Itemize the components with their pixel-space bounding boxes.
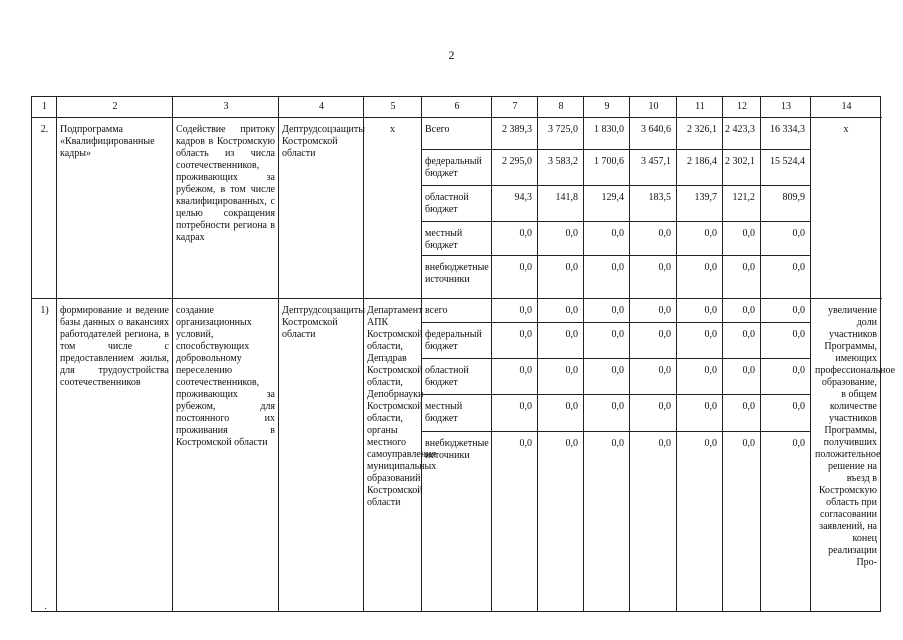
funding-value: 2 326,1 [687, 124, 717, 135]
funding-value: 0,0 [792, 329, 805, 340]
funding-value: 0,0 [565, 262, 578, 273]
funding-source: областной бюджет [425, 192, 469, 215]
funding-source: Всего [425, 124, 450, 135]
column-divider [56, 97, 57, 611]
funding-source: федеральный бюджет [425, 156, 482, 179]
expected-result: увеличение доли участников Программы, имеющих профессиональное образование, в общем количестве участников Программы, получивших положительное решение на въезд в Костромскую область при согласовании заявлений, на конец реализации Про- [815, 305, 896, 568]
funding-value: 0,0 [611, 305, 624, 316]
row-divider [422, 149, 811, 150]
funding-value: 0,0 [519, 305, 532, 316]
funding-value: 0,0 [565, 329, 578, 340]
funding-value: 0,0 [792, 365, 805, 376]
funding-value: 2 295,0 [502, 156, 532, 167]
column-header-9: 9 [604, 101, 610, 112]
column-header-7: 7 [512, 101, 518, 112]
funding-value: 0,0 [658, 365, 671, 376]
funding-value: 0,0 [704, 401, 717, 412]
funding-value: 139,7 [694, 192, 717, 203]
row-number: 2. [40, 124, 49, 135]
funding-source: внебюджетные источники [425, 438, 489, 461]
funding-value: 0,0 [742, 262, 755, 273]
column-divider [722, 97, 723, 611]
funding-value: 0,0 [704, 438, 717, 449]
funding-value: 0,0 [565, 228, 578, 239]
funding-value: 0,0 [742, 438, 755, 449]
subprogram-name: формирование и ведение базы данных о вакансиях работодателей региона, в том числе с предоставлением жилья, для трудоустройства соотечественников [60, 305, 169, 388]
row-divider [422, 221, 811, 222]
funding-value: 3 583,2 [548, 156, 578, 167]
funding-value: 1 700,6 [594, 156, 624, 167]
column-divider [583, 97, 584, 611]
row-divider [422, 358, 811, 359]
header-divider [32, 117, 882, 118]
funding-value: 0,0 [742, 401, 755, 412]
funding-value: 141,8 [555, 192, 578, 203]
funding-value: 0,0 [792, 401, 805, 412]
funding-value: 0,0 [565, 305, 578, 316]
column-header-8: 8 [558, 101, 564, 112]
column-divider [676, 97, 677, 611]
column-header-12: 12 [737, 101, 747, 112]
funding-value: 0,0 [565, 401, 578, 412]
funding-source: местный бюджет [425, 401, 463, 424]
funding-value: 3 457,1 [641, 156, 671, 167]
funding-value: 16 334,3 [770, 124, 805, 135]
funding-value: 0,0 [742, 365, 755, 376]
funding-value: 0,0 [611, 262, 624, 273]
funding-value: 0,0 [611, 228, 624, 239]
funding-source: областной бюджет [425, 365, 469, 388]
row-divider [422, 431, 811, 432]
column-divider [278, 97, 279, 611]
section-divider [32, 298, 882, 299]
column-divider [537, 97, 538, 611]
executor: Дептрудсоцзащиты Костромской области [282, 124, 365, 159]
funding-value: 0,0 [704, 365, 717, 376]
row-divider [422, 185, 811, 186]
column-header-10: 10 [648, 101, 659, 112]
funding-value: 0,0 [704, 262, 717, 273]
funding-value: 0,0 [565, 365, 578, 376]
column-divider [810, 97, 811, 611]
measure-description: Содействие притоку кадров в Костромскую область из числа соотечественников, проживающих за рубежом, в том числе квалифицированных, с целью сокращения потребности региона в кадрах [176, 124, 275, 243]
funding-value: 0,0 [519, 365, 532, 376]
funding-value: 0,0 [742, 228, 755, 239]
row-divider [422, 255, 811, 256]
funding-value: 2 302,1 [725, 156, 755, 167]
column-header-11: 11 [695, 101, 705, 112]
funding-value: 809,9 [782, 192, 805, 203]
column-header-6: 6 [454, 101, 460, 112]
funding-value: 94,3 [514, 192, 532, 203]
column-divider [760, 97, 761, 611]
column-header-14: 14 [841, 101, 852, 112]
funding-value: 0,0 [658, 228, 671, 239]
funding-value: 0,0 [658, 438, 671, 449]
funding-value: 0,0 [742, 305, 755, 316]
funding-value: 1 830,0 [594, 124, 624, 135]
funding-value: 121,2 [732, 192, 755, 203]
column-header-3: 3 [223, 101, 229, 112]
funding-source: федеральный бюджет [425, 329, 482, 352]
column-divider [491, 97, 492, 611]
column-header-5: 5 [390, 101, 396, 112]
funding-value: 2 423,3 [725, 124, 755, 135]
funding-source: всего [425, 305, 448, 316]
funding-value: 0,0 [519, 438, 532, 449]
row-divider [422, 394, 811, 395]
funding-value: 0,0 [611, 329, 624, 340]
funding-value: 0,0 [611, 365, 624, 376]
page-number: 2 [448, 48, 455, 62]
funding-value: 0,0 [704, 228, 717, 239]
funding-source: местный бюджет [425, 228, 463, 251]
funding-value: 0,0 [658, 262, 671, 273]
column-header-2: 2 [112, 101, 118, 112]
funding-value: 0,0 [792, 228, 805, 239]
funding-value: 0,0 [658, 401, 671, 412]
participants: Департамент АПК Костромской области, Депздрав Костромской области, Депобрнауки Костромской области, органы местного самоуправления муниципальных образований Костромской области [367, 305, 437, 508]
funding-value: 3 640,6 [641, 124, 671, 135]
funding-value: 0,0 [742, 329, 755, 340]
funding-value: 2 389,3 [502, 124, 532, 135]
funding-value: 0,0 [565, 438, 578, 449]
funding-value: 0,0 [704, 305, 717, 316]
row-number: 1) [40, 305, 49, 316]
funding-value: 0,0 [519, 329, 532, 340]
funding-value: 0,0 [519, 401, 532, 412]
participants: х [390, 124, 395, 135]
funding-value: 0,0 [519, 262, 532, 273]
column-divider [172, 97, 173, 611]
measure-description: создание организационных условий, способствующих добровольному переселению соотечественников, проживающих за рубежом, для постоянного их проживания в Костромской области [176, 305, 275, 448]
funding-value: 0,0 [519, 228, 532, 239]
funding-value: 3 725,0 [548, 124, 578, 135]
funding-value: 0,0 [611, 401, 624, 412]
funding-value: 0,0 [658, 305, 671, 316]
column-divider [629, 97, 630, 611]
column-header-1: 1 [42, 101, 47, 112]
funding-value: 0,0 [704, 329, 717, 340]
funding-value: 15 524,4 [770, 156, 805, 167]
expected-result: х [843, 124, 849, 135]
funding-value: 2 186,4 [687, 156, 717, 167]
funding-value: 0,0 [611, 438, 624, 449]
subprogram-name: Подпрограмма «Квалифицированные кадры» [60, 124, 155, 159]
row-divider [422, 322, 811, 323]
column-header-13: 13 [781, 101, 791, 112]
column-divider [421, 97, 422, 611]
funding-value: 0,0 [658, 329, 671, 340]
funding-value: 183,5 [648, 192, 671, 203]
column-divider [363, 97, 364, 611]
funding-source: внебюджетные источники [425, 262, 489, 285]
funding-value: 0,0 [792, 262, 805, 273]
program-table [31, 96, 896, 612]
column-header-4: 4 [319, 101, 324, 112]
executor: Дептрудсоцзащиты Костромской области [282, 305, 365, 340]
funding-value: 0,0 [792, 305, 805, 316]
funding-value: 0,0 [792, 438, 805, 449]
scan-artifact: · [44, 604, 48, 615]
funding-value: 129,4 [601, 192, 624, 203]
